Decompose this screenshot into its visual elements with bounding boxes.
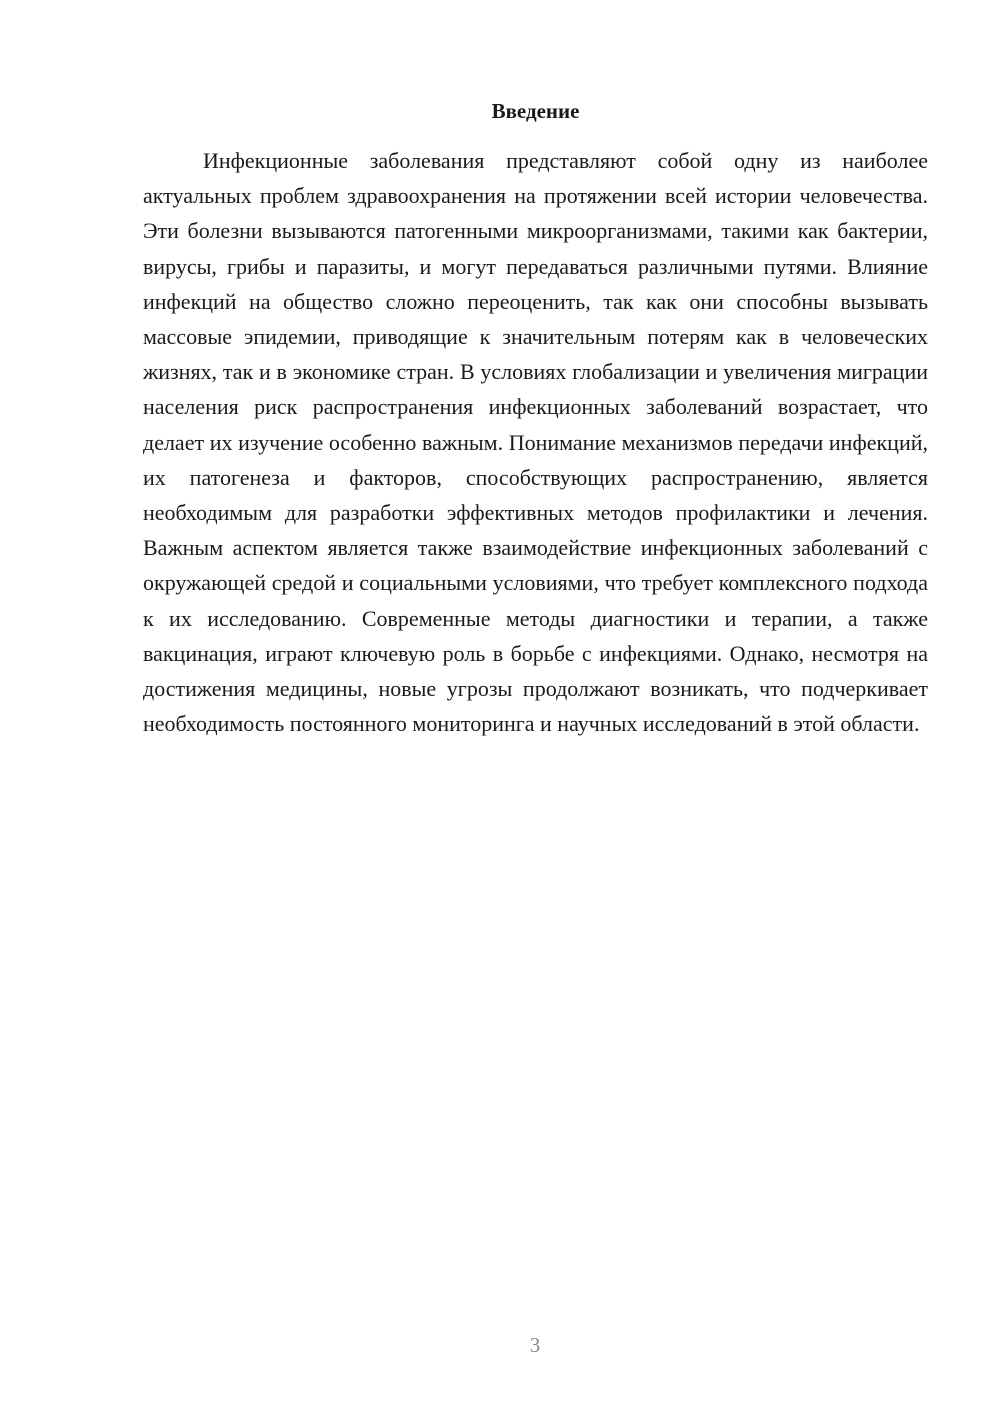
- page-number: 3: [529, 1333, 541, 1357]
- section-heading: Введение: [491, 99, 580, 123]
- body-paragraph: Инфекционные заболевания представляют собой одну из наиболее актуальных проблем здравоохранения на протяжении всей истории человечества. Эти болезни вызываются патогенными микроорганизмами, такими как бактерии, вирусы, грибы и паразиты, и могут передаваться различными путями. Влияние инфекций на общество сложно переоценить, так как они способны вызывать массовые эпидемии, приводящие к значительным потерям как в человеческих жизнях, так и в экономике стран. В условиях глобализации и увеличения миграции населения риск распространения инфекционных заболеваний возрастает, что делает их изучение особенно важным. Понимание механизмов передачи инфекций, их патогенеза и факторов, способствующих распространению, является необходимым для разработки эффективных методов профилактики и лечения. Важным аспектом является также взаимодействие инфекционных заболеваний с окружающей средой и социальными условиями, что требует комплексного подхода к их исследованию. Современные методы диагностики и терапии, а также вакцинация, играют ключевую роль в борьбе с инфекциями. Однако, несмотря на достижения медицины, новые угрозы продолжают возникать, что подчеркивает необходимость постоянного мониторинга и научных исследований в этой области.: [143, 148, 928, 737]
